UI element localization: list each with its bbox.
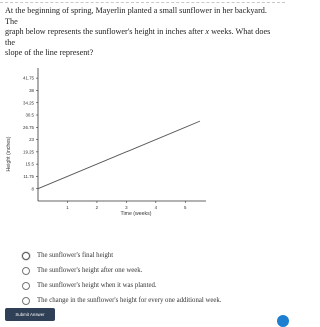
top-divider — [0, 2, 285, 3]
y-tick-label: 26.75 — [23, 124, 34, 130]
series-line — [38, 121, 200, 189]
question-text — [5, 6, 281, 59]
y-tick-label: 41.75 — [23, 75, 34, 81]
choice-1-label: The sunflower's final height — [37, 252, 114, 259]
x-axis-ticks — [66, 201, 187, 210]
question-line-3: slope of the line represent? — [5, 48, 94, 58]
y-tick-label: 11.75 — [23, 174, 34, 180]
x-tick-label: 2 — [95, 205, 99, 210]
y-tick-label: 38 — [29, 88, 34, 94]
question-line-2a: graph below represents the sunflower's height in inches after — [5, 27, 206, 37]
question-line-1: At the beginning of spring, Mayerlin planted a small sunflower in her backyard. The — [5, 6, 267, 26]
choice-2[interactable] — [22, 263, 222, 278]
choice-2-label: The sunflower's height after one week. — [37, 267, 143, 274]
y-tick-label: 8 — [31, 186, 34, 192]
x-tick-label: 3 — [125, 205, 128, 210]
help-bubble-icon[interactable] — [277, 315, 289, 327]
y-tick-label: 34.25 — [23, 100, 34, 106]
choice-4-label: The change in the sunflower's height for every one additional week. — [37, 297, 222, 304]
x-tick-label: 4 — [154, 205, 158, 210]
radio-icon[interactable] — [22, 267, 30, 275]
height-vs-time-chart — [0, 58, 285, 238]
x-tick-label: 1 — [66, 205, 69, 210]
x-tick-label: 5 — [184, 205, 187, 210]
chart-axes — [38, 68, 206, 201]
y-axis-label: Height (inches) — [6, 136, 12, 172]
question-line-2 — [5, 27, 281, 48]
radio-icon[interactable] — [22, 282, 30, 290]
y-tick-label: 23 — [29, 137, 34, 143]
question-variable: x — [205, 27, 210, 37]
choice-1[interactable] — [22, 248, 222, 263]
choice-4[interactable] — [22, 293, 222, 308]
y-tick-label: 19.25 — [23, 149, 34, 155]
chart-series — [38, 121, 200, 189]
y-tick-label: 15.5 — [25, 161, 34, 167]
question-line-2b: weeks. What does the — [5, 27, 271, 47]
choice-3-label: The sunflower's height when it was planted. — [37, 282, 157, 289]
y-tick-label: 30.5 — [25, 112, 34, 118]
radio-icon[interactable] — [22, 297, 30, 305]
radio-icon-selected[interactable] — [22, 252, 30, 260]
choice-3[interactable] — [22, 278, 222, 293]
submit-answer-button[interactable]: Submit Answer — [5, 308, 55, 321]
y-axis-ticks — [23, 76, 38, 192]
x-axis-label: Time (weeks) — [120, 211, 152, 217]
answer-choices — [22, 248, 222, 308]
